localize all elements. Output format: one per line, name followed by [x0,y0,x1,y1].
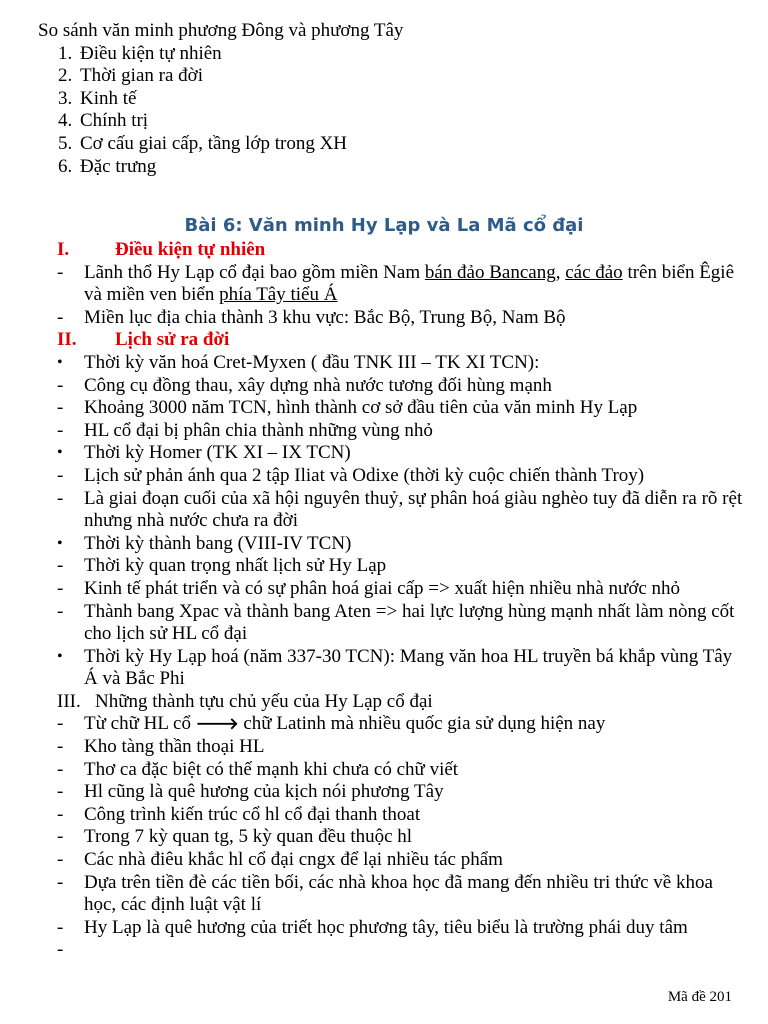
section-heading-3 [57,691,747,714]
section-heading-text: Lịch sử ra đời [115,329,230,351]
dash-bullet: - [57,849,64,871]
arrow-right-icon: 🡒 [195,714,239,734]
section-number: II. [57,329,77,351]
underlined-term: các đảo [565,261,623,283]
dash-bullet: - [57,487,64,509]
section-heading-2 [57,329,747,352]
underlined-term: phía Tây tiểu Á [219,284,338,306]
list-item: - Hy Lạp là quê hương của triết học phương tây, tiêu biểu là trường phái duy tâm [57,916,688,938]
intro-title: So sánh văn minh phương Đông và phương Tây [38,20,404,41]
lesson-title: Bài 6: Văn minh Hy Lạp và La Mã cổ đại [184,215,584,236]
dash-bullet: - [57,600,64,622]
bullet-dot: • [57,534,63,552]
list-item: - Thành bang Xpac và thành bang Aten => hai lực lượng hùng mạnh nhất làm nòng cốt cho lịch sử HL cổ đại [57,600,735,645]
list-item: - Hl cũng là quê hương của kịch nói phương Tây [57,781,444,803]
dash-bullet: - [57,464,64,486]
dash-bullet: - [57,555,64,577]
list-item [57,939,747,962]
list-item: • Thời kỳ Homer (TK XI – IX TCN) [57,442,351,464]
section-heading-1 [57,239,747,262]
list-item: - Trong 7 kỳ quan tg, 5 kỳ quan đều thuộc hl [57,826,413,848]
dash-bullet: - [57,781,64,803]
underlined-term: bán đảo Bancang [424,261,556,283]
list-item: 4. Chính trị [58,110,149,132]
dash-bullet: - [57,261,64,283]
section-number: I. [57,239,70,260]
list-item: - Thơ ca đặc biệt có thế mạnh khi chưa có chữ viết [57,758,459,780]
list-item: • Thời kỳ Hy Lạp hoá (năm 337-30 TCN): Mang văn hoa HL truyền bá khắp vùng Tây Á và Bắc Phi [57,645,733,690]
dash-bullet: - [57,871,64,893]
list-item: - Dựa trên tiền đè các tiền bối, các nhà khoa học đã mang đến nhiều tri thức về khoa học, các định luật vật lí [57,871,713,916]
list-item: - Thời kỳ quan trọng nhất lịch sử Hy Lạp [57,555,387,577]
dash-bullet: - [57,419,64,441]
dash-bullet: - [57,713,64,735]
list-item: • Thời kỳ thành bang (VIII-IV TCN) [57,532,352,554]
list-item: - Khoảng 3000 năm TCN, hình thành cơ sở đầu tiên của văn minh Hy Lạp [57,397,638,419]
list-item: - Các nhà điêu khắc hl cổ đại cngx để lại nhiều tác phẩm [57,849,503,871]
list-item: • Thời kỳ văn hoá Cret-Myxen ( đầu TNK III – TK XI TCN): [57,351,540,373]
dash-bullet: - [57,826,64,848]
dash-bullet: - [57,803,64,825]
list-item: - Công cụ đồng thau, xây dựng nhà nước tương đối hùng mạnh [57,374,552,396]
bullet-dot: • [57,647,63,665]
list-item: - Kinh tế phát triển và có sự phân hoá giai cấp => xuất hiện nhiều nhà nước nhỏ [57,577,681,599]
intro-section [38,20,738,178]
dash-bullet: - [57,916,64,938]
achievements-list [57,736,747,962]
comparison-list [38,43,738,179]
bullet-dot: • [57,444,63,462]
dash-bullet: - [57,758,64,780]
dash-bullet: - [57,306,64,328]
list-item: - Lãnh thổ Hy Lạp cổ đại bao gồm miền Nam bán đảo Bancang, các đảo trên biển Êgiê và miền ven biển phía Tây tiểu Á [57,261,735,306]
list-item: 6. Đặc trưng [58,155,157,177]
bullet-dot: • [57,353,63,371]
list-item: - Miền lục địa chia thành 3 khu vực: Bắc Bộ, Trung Bộ, Nam Bộ [57,306,566,328]
history-list [57,352,747,691]
list-item: - HL cổ đại bị phân chia thành những vùng nhỏ [57,419,433,441]
list-item: - Lịch sử phản ánh qua 2 tập Iliat và Odixe (thời kỳ cuộc chiến thành Troy) [57,464,645,486]
lesson-section [57,213,747,962]
section-heading-text: Điều kiện tự nhiên [115,239,266,260]
dash-bullet: - [57,397,64,419]
list-item: 5. Cơ cấu giai cấp, tầng lớp trong XH [58,132,348,154]
list-item: 1. Điều kiện tự nhiên [58,42,222,64]
section-heading-text: Những thành tựu chủ yếu của Hy Lạp cổ đại [95,690,433,712]
dash-bullet: - [57,736,64,758]
list-item: - Từ chữ HL cổ 🡒 chữ Latinh mà nhiều quốc gia sử dụng hiện nay [57,713,606,735]
dash-bullet: - [57,577,64,599]
list-item: 3. Kinh tế [58,87,137,109]
list-item: - Kho tàng thần thoại HL [57,736,265,758]
section-number: III. [57,690,81,712]
list-item: 2. Thời gian ra đời [58,65,203,87]
list-item: - Là giai đoạn cuối của xã hội nguyên thuỷ, sự phân hoá giàu nghèo tuy đã diễn ra rõ rệt nhưng nhà nước chưa ra đời [57,487,743,532]
list-item: - Công trình kiến trúc cổ hl cổ đại thanh thoat [57,803,421,825]
dash-bullet: - [57,939,64,961]
exam-code: Mã đề 201 [667,989,732,1005]
dash-bullet: - [57,374,64,396]
